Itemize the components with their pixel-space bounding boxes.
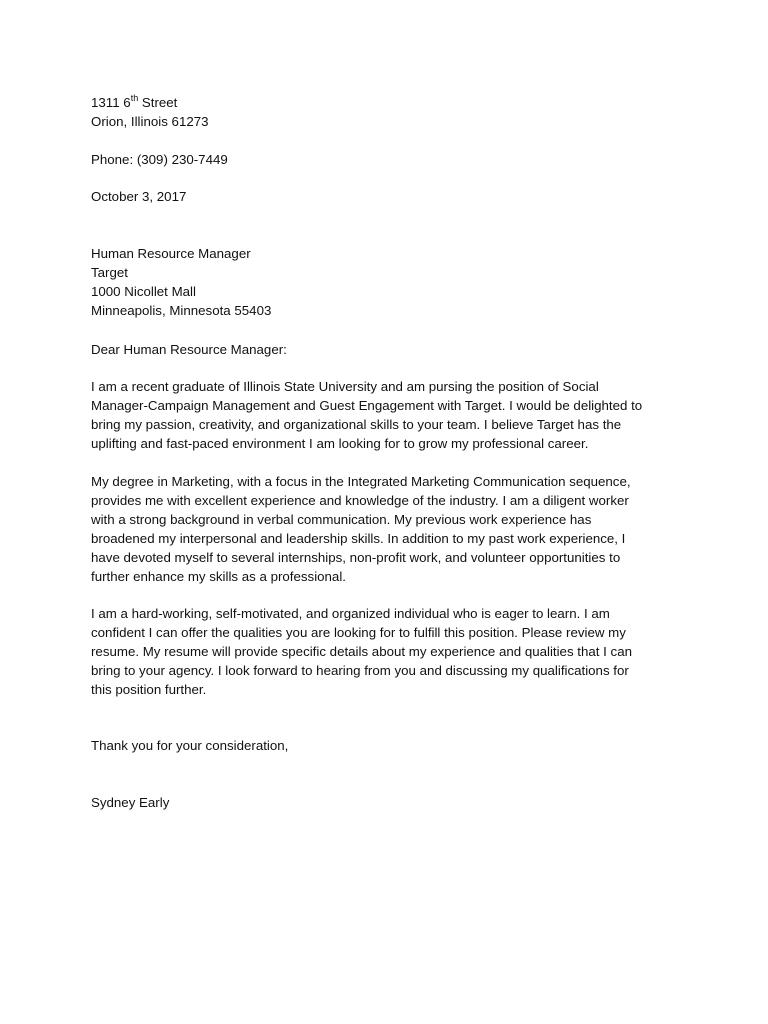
- paragraph-line: I am a recent graduate of Illinois State University and am pursing the position of Social: [91, 379, 599, 394]
- paragraph-line: confident I can offer the qualities you are looking for to fulfill this position. Please review my: [91, 625, 626, 640]
- paragraph-line: with a strong background in verbal communication. My previous work experience has: [91, 512, 592, 527]
- sender-city: Orion, Illinois 61273: [91, 114, 209, 129]
- recipient-city: Minneapolis, Minnesota 55403: [91, 303, 272, 318]
- paragraph-line: uplifting and fast-paced environment I am looking for to grow my professional career.: [91, 436, 589, 451]
- salutation: Dear Human Resource Manager:: [91, 342, 287, 357]
- paragraph-2: [91, 472, 681, 586]
- paragraph-1: [91, 377, 681, 453]
- paragraph-line: have devoted myself to several internships, non-profit work, and volunteer opportunities to: [91, 550, 621, 565]
- recipient-company: Target: [91, 265, 128, 280]
- paragraph-line: further enhance my skills as a professional.: [91, 569, 346, 584]
- sender-phone: Phone: (309) 230-7449: [91, 152, 228, 167]
- paragraph-line: this position further.: [91, 682, 207, 697]
- closing: Thank you for your consideration,: [91, 738, 289, 753]
- recipient-street: 1000 Nicollet Mall: [91, 284, 196, 299]
- paragraph-line: bring my passion, creativity, and organizational skills to your team. I believe Target has the: [91, 417, 622, 432]
- paragraph-line: bring to your agency. I look forward to hearing from you and discussing my qualifications for: [91, 663, 629, 678]
- sender-street: 1311 6th Street: [91, 92, 178, 110]
- signature-name: Sydney Early: [91, 795, 170, 810]
- paragraph-line: I am a hard-working, self-motivated, and organized individual who is eager to learn. I am: [91, 606, 610, 621]
- letter-date: October 3, 2017: [91, 189, 187, 204]
- paragraph-line: My degree in Marketing, with a focus in the Integrated Marketing Communication sequence,: [91, 474, 631, 489]
- recipient-title: Human Resource Manager: [91, 246, 251, 261]
- paragraph-line: broadened my interpersonal and leadership skills. In addition to my past work experience, I: [91, 531, 626, 546]
- paragraph-3: [91, 604, 681, 699]
- paragraph-line: provides me with excellent experience and knowledge of the industry. I am a diligent worker: [91, 493, 629, 508]
- paragraph-line: Manager-Campaign Management and Guest Engagement with Target. I would be delighted to: [91, 398, 643, 413]
- paragraph-line: resume. My resume will provide specific details about my experience and qualities that I can: [91, 644, 632, 659]
